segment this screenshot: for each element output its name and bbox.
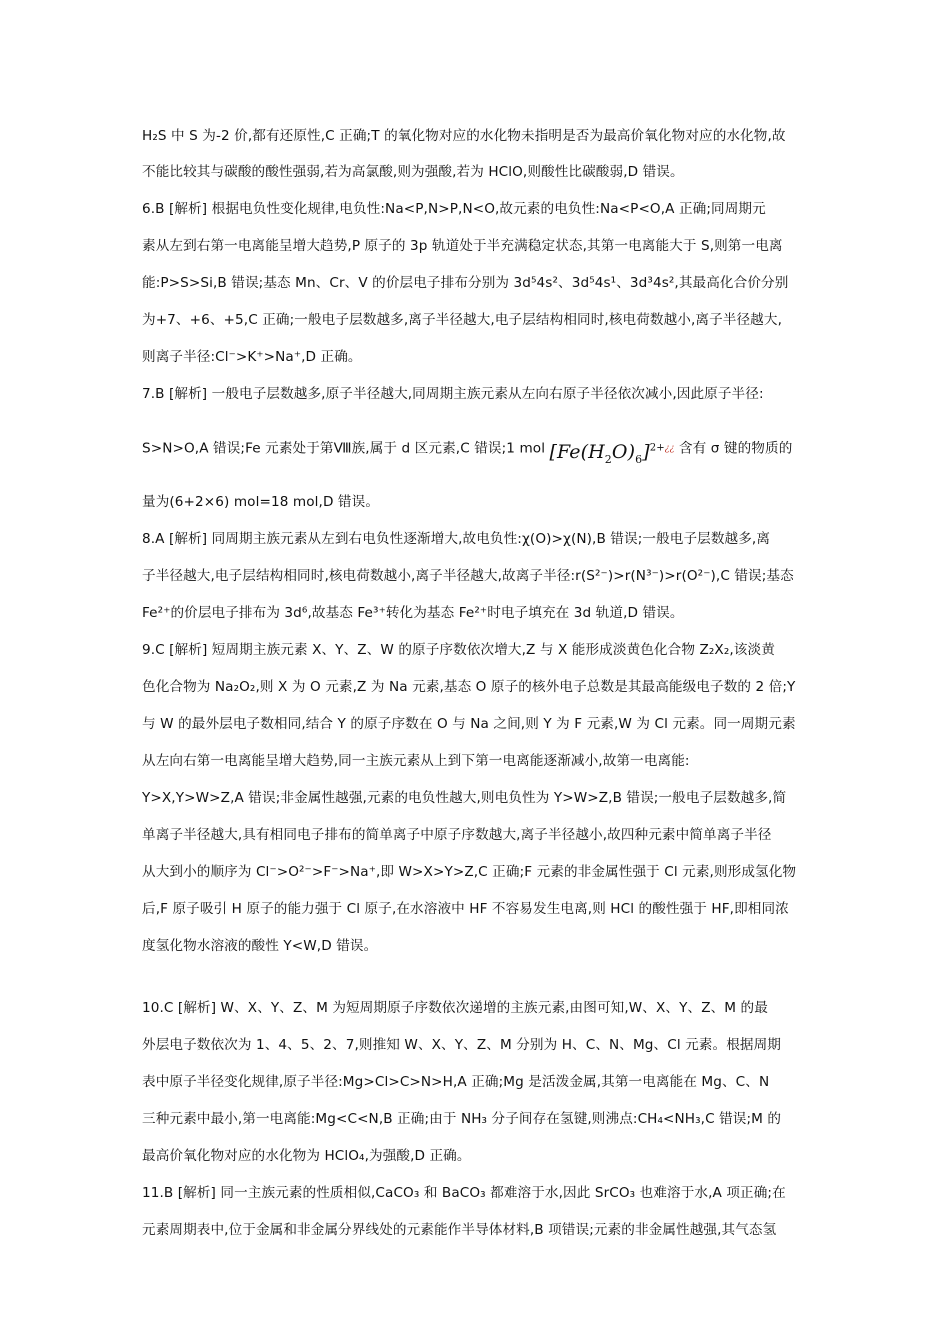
text-line: 外层电子数依次为 1、4、5、2、7,则推知 W、X、Y、Z、M 分别为 H、C、N、Mg、Cl 元素。根据周期 bbox=[142, 1037, 781, 1053]
text-line: 度氢化物水溶液的酸性 Y<W,D 错误。 bbox=[142, 938, 378, 954]
text-line: 素从左到右第一电离能呈增大趋势,P 原子的 3p 轨道处于半充满稳定状态,其第一电离能大于 S,则第一电离 bbox=[142, 238, 783, 254]
text-line: Fe²⁺的价层电子排布为 3d⁶,故基态 Fe³⁺转化为基态 Fe²⁺时电子填充在 3d 轨道,D 错误。 bbox=[142, 605, 684, 621]
text-line: 最高价氧化物对应的水化物为 HClO₄,为强酸,D 正确。 bbox=[142, 1148, 471, 1164]
text-line: 从左向右第一电离能呈增大趋势,同一主族元素从上到下第一电离能逐渐减小,故第一电离能: bbox=[142, 753, 690, 769]
text-line: 与 W 的最外层电子数相同,结合 Y 的原子序数在 O 与 Na 之间,则 Y 为 F 元素,W 为 Cl 元素。同一周期元素 bbox=[142, 716, 796, 732]
text-line: 表中原子半径变化规律,原子半径:Mg>Cl>C>N>H,A 正确;Mg 是活泼金属,其第一电离能在 Mg、C、N bbox=[142, 1074, 770, 1090]
text-line: 不能比较其与碳酸的酸性强弱,若为高氯酸,则为强酸,若为 HClO,则酸性比碳酸弱,D 错误。 bbox=[142, 164, 684, 180]
text-line-with-formula bbox=[142, 433, 793, 467]
text-line: 单离子半径越大,具有相同电子排布的简单离子中原子序数越大,离子半径越小,故四种元素中简单离子半径 bbox=[142, 827, 772, 843]
text-segment: S>N>O,A 错误;Fe 元素处于第Ⅷ族,属于 d 区元素,C 错误;1 mol bbox=[142, 440, 546, 457]
text-line: 三种元素中最小,第一电离能:Mg<C<N,B 正确;由于 NH₃ 分子间存在氢键,则沸点:CH₄<NH₃,C 错误;M 的 bbox=[142, 1111, 782, 1127]
answer-7-line: 7.B [解析] 一般电子层数越多,原子半径越大,同周期主族元素从左向右原子半径依次减小,因此原子半径: bbox=[142, 386, 764, 402]
answer-11-line: 11.B [解析] 同一主族元素的性质相似,CaCO₃ 和 BaCO₃ 都难溶于水,因此 SrCO₃ 也难溶于水,A 项正确;在 bbox=[142, 1185, 786, 1201]
text-line: 色化合物为 Na₂O₂,则 X 为 O 元素,Z 为 Na 元素,基态 O 原子的核外电子总数是其最高能级电子数的 2 倍;Y bbox=[142, 679, 796, 695]
text-line: Y>X,Y>W>Z,A 错误;非金属性越强,元素的电负性越大,则电负性为 Y>W>Z,B 错误;一般电子层数越多,简 bbox=[142, 790, 787, 806]
answer-8-line: 8.A [解析] 同周期主族元素从左到右电负性逐渐增大,故电负性:χ(O)>χ(N),B 错误;一般电子层数越多,离 bbox=[142, 531, 771, 547]
text-segment: 含有 σ 键的物质的 bbox=[678, 440, 793, 457]
text-line: 子半径越大,电子层结构相同时,核电荷数越小,离子半径越大,故离子半径:r(S²⁻)>r(N³⁻)>r(O²⁻),C 错误;基态 bbox=[142, 568, 794, 584]
encoding-artifact: ¿¿ bbox=[664, 444, 675, 454]
text-line: 后,F 原子吸引 H 原子的能力强于 Cl 原子,在水溶液中 HF 不容易发生电离,则 HCl 的酸性强于 HF,即相同浓 bbox=[142, 901, 789, 917]
complex-ion-formula: $[Fe(H_2O)_6]^{2+¿¿}$ bbox=[549, 441, 675, 467]
text-line: 则离子半径:Cl⁻>K⁺>Na⁺,D 正确。 bbox=[142, 349, 362, 365]
answer-6-line: 6.B [解析] 根据电负性变化规律,电负性:Na<P,N>P,N<O,故元素的电负性:Na<P<O,A 正确;同周期元 bbox=[142, 201, 766, 217]
text-line: H₂S 中 S 为-2 价,都有还原性,C 正确;T 的氧化物对应的水化物未指明是否为最高价氧化物对应的水化物,故 bbox=[142, 128, 786, 144]
text-line: 能:P>S>Si,B 错误;基态 Mn、Cr、V 的价层电子排布分别为 3d⁵4s²、3d⁵4s¹、3d³4s²,其最高化合价分别 bbox=[142, 275, 789, 291]
answer-10-line: 10.C [解析] W、X、Y、Z、M 为短周期原子序数依次递增的主族元素,由图可知,W、X、Y、Z、M 的最 bbox=[142, 1000, 768, 1016]
text-line: 为+7、+6、+5,C 正确;一般电子层数越多,离子半径越大,电子层结构相同时,核电荷数越小,离子半径越大, bbox=[142, 312, 782, 328]
answer-9-line: 9.C [解析] 短周期主族元素 X、Y、Z、W 的原子序数依次增大,Z 与 X 能形成淡黄色化合物 Z₂X₂,该淡黄 bbox=[142, 642, 775, 658]
text-line: 从大到小的顺序为 Cl⁻>O²⁻>F⁻>Na⁺,即 W>X>Y>Z,C 正确;F 元素的非金属性强于 Cl 元素,则形成氢化物 bbox=[142, 864, 797, 880]
text-line: 元素周期表中,位于金属和非金属分界线处的元素能作半导体材料,B 项错误;元素的非金属性越强,其气态氢 bbox=[142, 1222, 777, 1238]
text-line: 量为(6+2×6) mol=18 mol,D 错误。 bbox=[142, 494, 380, 510]
